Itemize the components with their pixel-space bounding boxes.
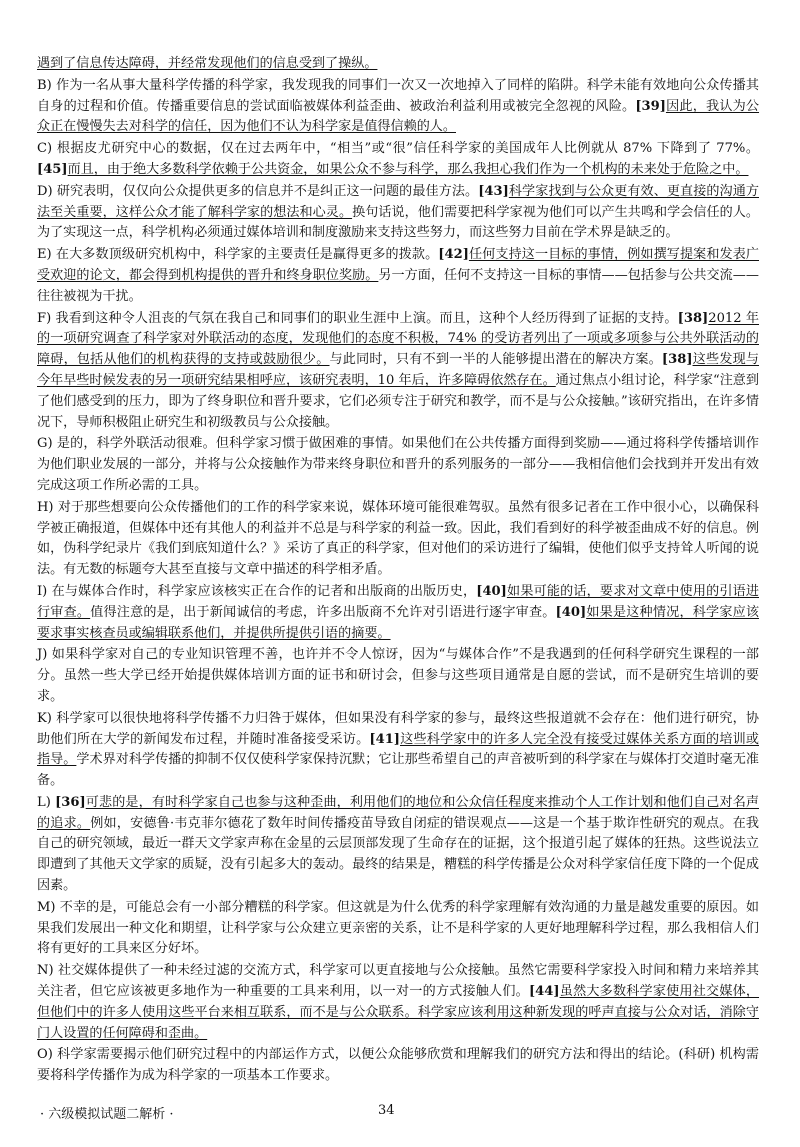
question-number: [43] [478,183,509,199]
paragraph [37,139,759,181]
paragraph [37,245,759,307]
paragraph-text: E) 在大多数顶级研究机构中，科学家的主要责任是赢得更多的拨款。 [37,247,439,263]
document-body [37,54,759,1088]
underlined-answer-text: 任何支持这一目标的事情，例如撰写提案和发表广受欢迎的论文，都会得到机构提供的晋升和终身职位奖励。 [37,247,759,283]
paragraph [37,961,759,1044]
question-number: [42] [438,247,469,263]
question-number: [44] [528,984,560,1000]
underlined-answer-text: 科学家找到与公众更有效、更直接的沟通方法至关重要，这样公众才能了解科学家的想法和心灵。 [37,183,759,220]
underlined-answer-text: 虽然大多数科学家使用社交媒体，但他们中的许多人使用这些平台来相互联系，而不是与公众联系。科学家应该利用这种新发现的呼声直接与公众对话，消除守门人设置的任何障碍和歪曲。 [37,984,760,1041]
paragraph [37,434,759,496]
paragraph [37,182,759,244]
paragraph-text: 与此同时，只有不到一半的人能够提出潜在的解决方案。 [329,352,662,368]
underlined-answer-text: 如果可能的话，要求对文章中使用的引语进行审查。 [37,583,759,620]
question-number: [39] [635,98,666,114]
underlined-answer-text: 这些发现与今年早些时候发表的另一项研究结果相呼应，该研究表明，10 年后，许多障碍依然存在。 [37,352,760,388]
paragraph-text: I) 在与媒体合作时，科学家应该核实正在合作的记者和出版商的出版历史， [37,583,477,599]
paragraph [37,1045,759,1087]
paragraph [37,898,759,960]
question-number: [40] [555,604,587,620]
paragraph-text: D) 研究表明，仅仅向公众提供更多的信息并不是纠正这一问题的最佳方法。 [37,183,479,199]
paragraph [37,582,759,644]
paragraph-text: F) 我看到这种令人沮丧的气氛在我自己和同事们的职业生涯中上演。而且，这种个人经历得到了证据的支持。 [37,310,678,326]
underlined-answer-text: 遇到了信息传达障碍，并经常发现他们的信息受到了操纵。 [37,56,378,71]
paragraph-text: G) 是的，科学外联活动很难。但科学家习惯于做困难的事情。如果他们在公共传播方面得到奖励——通过将科学传播培训作为他们职业发展的一部分，并将与公众接触作为带来终身职位和晋升的系列服务的一部分——我相信他们会找到并开发出有效完成这项工作所必需的工具。 [37,436,759,493]
paragraph-text: 另一方面，任何不支持这一目标的事情——包括参与公共交流——往往被视为干扰。 [37,267,759,304]
paragraph-text: B) 作为一名从事大量科学传播的科学家，我发现我的同事们一次又一次地掉入了同样的陷阱。科学未能有效地向公众传播其自身的过程和价值。传播重要信息的尝试面临被媒体利益歪曲、被政治利益利用或被完全忽视的风险。 [37,77,759,114]
paragraph [37,309,759,434]
underlined-answer-text: 这些科学家中的许多人完全没有接受过媒体关系方面的培训或指导。 [37,731,759,768]
paragraph-text: J) 如果科学家对自己的专业知识管理不善，也许并不令人惊讶，因为“与媒体合作”不是我遇到的任何科学研究生课程的一部分。虽然一些大学已经开始提供媒体培训方面的证书和研讨会，但参与这些项目通常是自愿的尝试，而不是研究生培训的要求。 [37,647,759,704]
paragraph [37,76,759,138]
paragraph-text: K) 科学家可以很快地将科学传播不力归咎于媒体，但如果没有科学家的参与，最终这些报道就不会存在：他们进行研究，协助他们所在大学的新闻发布过程，并随时准备接受采访。 [37,710,759,747]
paragraph-text: 例如，安德鲁·韦克菲尔德花了数年时间传播疫苗导致自闭症的错误观点——这是一个基于欺诈性研究的观点。在我自己的研究领域，最近一群天文学家声称在金星的云层顶部发现了生命存在的证据，这个报道引起了媒体的狂热。这些说法立即遭到了其他天文学家的质疑，没有引起多大的轰动。最终的结果是，糟糕的科学传播是公众对科学家信任度下降的一个促成因素。 [37,815,759,894]
underlined-answer-text: 如果是这种情况，科学家应该要求事实核查员或编辑联系他们，并提供所提供引语的摘要。 [37,604,760,641]
question-number: [38] [661,352,693,368]
paragraph [37,54,759,75]
question-number: [36] [55,794,86,810]
question-number: [38] [677,310,709,326]
page-number: 34 [378,1103,395,1118]
underlined-answer-text: 2012 年的一项研究调查了科学家对外联活动的态度，发现他们的态度不积极，74% 的受访者列出了一项或多项参与公共外联活动的障碍，包括从他们的机构获得的支持或鼓励很少。 [37,310,759,368]
paragraph [37,498,759,581]
paragraph-text: 通过焦点小组讨论，科学家“注意到了他们感受到的压力，即为了终身职位和晋升要求，它们必须专注于研究和教学，而不是与公众接触。”该研究指出，在许多情况下，导师积极阻止研究生和初级教员与公众接触。 [37,372,759,430]
paragraph-text: L) [37,794,56,810]
question-number: [40] [476,583,507,599]
paragraph-text: 换句话说，他们需要把科学家视为他们可以产生共鸣和学会信任的人。为了实现这一点，科学机构必须通过媒体培训和制度激励来支持这些努力，而这些努力目前在学术界是缺乏的。 [37,204,760,241]
paragraph-text: O) 科学家需要揭示他们研究过程中的内部运作方式，以便公众能够欣赏和理解我们的研究方法和得出的结论。(科研) 机构需要将科学传播作为成为科学家的一项基本工作要求。 [37,1047,759,1084]
paragraph-text: M) 不幸的是，可能总会有一小部分糟糕的科学家。但这就是为什么优秀的科学家理解有效沟通的力量是越发重要的原因。如果我们发展出一种文化和期望，让科学家与公众建立更亲密的关系，让不是科学家的人更好地理解科学过程，那么我相信人们将有更好的工具来区分好坏。 [37,899,759,957]
underlined-answer-text: 因此，我认为公众正在慢慢失去对科学的信任，因为他们不认为科学家是值得信赖的人。 [37,98,760,135]
paragraph-text: H) 对于那些想要向公众传播他们的工作的科学家来说，媒体环境可能很难驾驭。虽然有很多记者在工作中很小心，以确保科学被正确报道，但媒体中还有其他人的利益并不总是与科学家的利益一致。因此，我们看到好的科学被歪曲成不好的信息。例如，伪科学纪录片《我们到底知道什么？》采访了真正的科学家，但对他们的采访进行了编辑，使他们似乎支持耸人听闻的说法。有无数的标题夸大甚至直接与文章中描述的科学相矛盾。 [37,499,759,578]
paragraph-text: 值得注意的是，出于新闻诚信的考虑，许多出版商不允许对引语进行逐字审查。 [90,604,556,620]
underlined-answer-text: 可悲的是，有时科学家自己也参与这种歪曲，利用他们的地位和公众信任程度来推动个人工作计划和他们自己对名声的追求。 [37,794,759,831]
paragraph-text: C) 根据皮尤研究中心的数据，仅在过去两年中，“相当”或“很”信任科学家的美国成年人比例就从 87% 下降到了 77%。 [37,141,759,157]
paragraph [37,709,759,792]
question-number: [41] [369,731,401,747]
paragraph [37,793,759,897]
paragraph [37,645,759,707]
question-number: [45] [37,161,68,177]
paragraph-text: N) 社交媒体提供了一种未经过滤的交流方式，科学家可以更直接地与公众接触。虽然它需要科学家投入时间和精力来培养其关注者，但它应该被更多地作为一种重要的工具来利用，以一对一的方式接触人们。 [37,963,759,1000]
underlined-answer-text: 而且，由于绝大多数科学依赖于公共资金，如果公众不参与科学，那么我担心我们作为一个机构的未来处于危险之中。 [67,161,749,177]
paragraph-text: 学术界对科学传播的抑制不仅仅使科学家保持沉默；它让那些希望自己的声音被听到的科学家在与媒体打交道时毫无准备。 [37,752,760,789]
footer-title: · 六级模拟试题二解析 · [40,1107,174,1122]
